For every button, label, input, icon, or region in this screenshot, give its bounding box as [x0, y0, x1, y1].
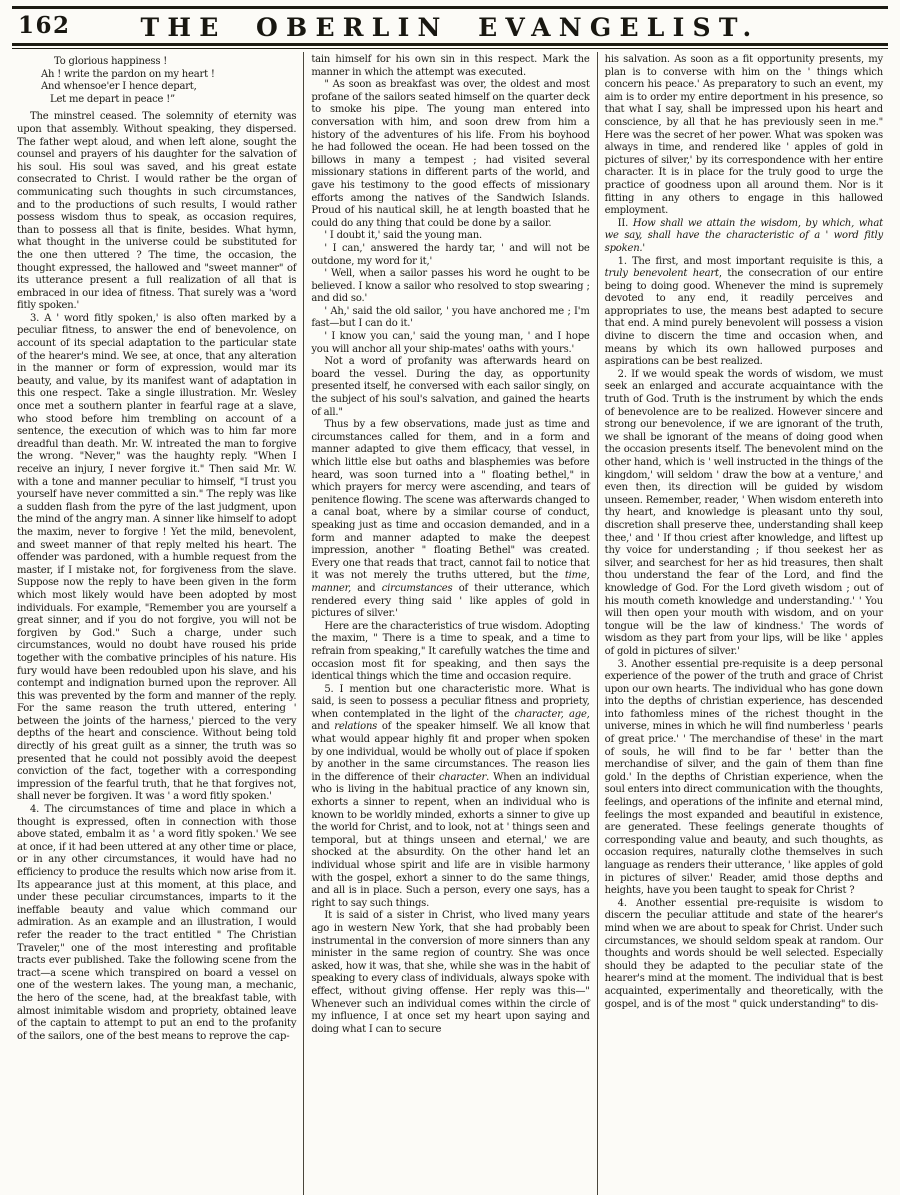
header-rule: [12, 43, 888, 49]
paragraph: 3. Another essential pre-requisite is a deep personal experience of the power of the truth and grace of Christ upon our own hearts. The individual who has gone down into the depths of christian experience, has descended into fathomless mines of the richest thought in the universe, mines in which he will find numberless ' pearls of great price.' ' The merchandise of these' in the mart of souls, he will find to be far ' better than the merchandise of silver, and the gain of them than fine gold.' In the depths of Christian experience, when the soul enters into direct communication with the thoughts, feelings, and operations of the infinite and eternal mind, feelings the most expanded and beautiful in existence, are generated. These feelings generate thoughts of corresponding value and beauty, and such thoughts, as occasion requires, naturally clothe themselves in such language as renders their utterance, ' like apples of gold in pictures of silver.' Reader, amid those depths and heights, have you been taught to speak for Christ ?: [604, 658, 883, 897]
verse-line: And whensoe'er I hence depart,: [41, 81, 197, 93]
paragraph-continuation: tain himself for his own sin in this respect. Mark the manner in which the attempt was executed.: [311, 54, 590, 78]
paragraph: ' Ah,' said the old sailor, ' you have anchored me ; I'm fast—but I can do it.': [311, 305, 590, 330]
paragraph: ' I can,' answered the hardy tar, ' and will not be outdone, my word for it,': [311, 242, 590, 267]
paragraph: " As soon as breakfast was over, the oldest and most profane of the sailors seated himself on the quarter deck to smoke his pipe. The young man entered into conversation with him, and soon drew from him a history of the adventures of his life. From his boyhood he had followed the ocean. He had been tossed on the billows in many a tempest ; had visited several missionary stations in different parts of the world, and gave his testimony to the good effects of missionary efforts among the natives of the Sandwich Islands. Proud of his nautical skill, he at length boasted that he could do any thing that could be done by a sailor.: [311, 79, 590, 229]
column-1: [10, 52, 303, 1195]
paragraph: Here are the characteristics of true wisdom. Adopting the maxim, " There is a time to speak, and a time to refrain from speaking," It carefully watches the time and occasion most fit for speaking, and then says the identical things which the time and occasion require.: [311, 620, 590, 683]
verse-line: Ah ! write the pardon on my heart !: [41, 68, 215, 80]
masthead-title: THE OBERLIN EVANGELIST.: [140, 13, 760, 42]
paragraph: 4. Another essential pre-requisite is wisdom to discern the peculiar attitude and state of the hearer's mind when we are about to speak for Christ. Under such circumstances, we should seldom speak at random. Our thoughts and words should be well selected. Especially should they be adapted to the peculiar state of the hearer's mind at the moment. The individual that is best acquainted, experimentally and theoretically, with the gospel, and is of the most " quick understanding" to dis-: [604, 897, 883, 1010]
verse-block: [17, 56, 296, 106]
paragraph: 4. The circumstances of time and place in which a thought is expressed, often in connection with those above stated, embalm it as ' a word fitly spoken.' We see at once, if it had been uttered at any other time or place, or in any other circumstances, it would have had no efficiency to produce the results which now arise from it. Its appearance just at this moment, at this place, and under these peculiar circumstances, imparts to it the ineffable beauty and value which command our admiration. As an example and an illustration, I would refer the reader to the tract entitled " The Christian Traveler," one of the most interesting and profitable tracts ever published. Take the following scene from the tract—a scene which transpired on board a vessel on one of the western lakes. The young man, a mechanic, the hero of the scene, had, at the breakfast table, with almost inimitable wisdom and propriety, obtained leave of the captain to attempt to put an end to the profanity of the sailors, one of the best means to reprove the cap-: [17, 804, 297, 1042]
paragraph: ' I know you can,' said the young man, ' and I hope you will anchor all your ship-mates' oaths with yours.': [311, 331, 590, 355]
paragraph: 3. A ' word fitly spoken,' is also often marked by a peculiar fitness, to answer the end of benevolence, on account of its special adaptation to the particular state of the hearer's mind. We see, at once, that any alteration in the manner or form of expression, would mar its beauty, and value, by its manifest want of adaptation in this one respect. Take a single illustration. Mr. Wesley once met a southern planter in fearful rage at a slave, who stood before him trembling on account of a sentence, the execution of which was to him far more dreadful than death. Mr. W. intreated the man to forgive the wrong. "Never," was the haughty reply. "When I receive an injury, I never forgive it." Then said Mr. W. with a tone and manner peculiar to himself, "I trust you yourself have never committed a sin." The reply was like a sudden flash from the pyre of the last judgment, upon the mind of the angry man. A sinner like himself to adopt the maxim, never to forgive ! Yet the mild, benevolent, and sweet manner of that reply melted his heart. The offender was pardoned, with a humble request from the master, if I mistake not, for forgiveness from the slave. Suppose now the reply to have been given in the form which most likely would have been adopted by most individuals. For example, "Remember you are yourself a great sinner, and if you do not forgive, you will not be forgiven by God." Such a charge, under such circumstances, would no doubt have roused his pride together with the combative principles of his nature. His fury would have been redoubled upon his slave, and his contempt and indignation burned upon the reprover. All this was prevented by the form and manner of the reply. For the same reason the truth uttered, entering ' between the joints of the harness,' pierced to the very depths of the heart and conscience. Without being told directly of his great guilt as a sinner, the truth was so presented that he could not possibly avoid the deepest conviction of the fact, together with a corresponding impression of the fearful truth, that he that forgives not, shall never be forgiven. It was ' a word fitly spoken.': [17, 312, 297, 803]
paragraph-continuation: his salvation. As soon as a fit opportunity presents, my plan is to converse with him on the ' things which concern his peace.' As preparatory to such an event, my aim is to order my entire deportment in his presence, so that what I say, shall be impressed upon his heart and conscience, by all that he has previously seen in me." Here was the secret of her power. What was spoken was always in time, and rendered like ' apples of gold in pictures of silver,' by its correspondence with her entire character. It is in place for the truly good to urge the practice of goodness upon all around them. Nor is it fitting in any others to engage in this hallowed employment.: [604, 54, 883, 217]
paragraph: ' I doubt it,' said the young man.: [324, 230, 482, 242]
paragraph: 1. The first, and most important requisite is this, a truly benevolent heart, the consecration of our entire being to doing good. Whenever the mind is supremely devoted to any end, it readily perceives and appropriates to use, the means best adapted to secure that end. A mind purely benevolent will possess a vision divine to discern the time and occasion when, and means by which its own hallowed purposes and aspirations can be best realized.: [604, 255, 883, 368]
column-2: [303, 52, 596, 1195]
verse-line: Let me depart in peace !”: [50, 93, 175, 105]
paragraph: It is said of a sister in Christ, who lived many years ago in western New York, that she had probably been instrumental in the conversion of more sinners than any minister in the same region of country. She was once asked, how it was, that she, while she was in the habit of speaking to every class of individuals, always spoke with effect, without giving offense. Her reply was this—" Whenever such an individual comes within the circle of my influence, I at once set my heart upon saying and doing what I can to secure: [311, 910, 590, 1035]
header-rule-thick: [12, 43, 888, 46]
paragraph: 2. If we would speak the words of wisdom, we must seek an enlarged and accurate acquaintance with the truth of God. Truth is the instrument by which the ends of benevolence are to be realized. However sincere and strong our benevolence, if we are ignorant of the truth, we shall be ignorant of the means of doing good when the occasion presents itself. The benevolent mind on the other hand, which is ' well instructed in the things of the kingdom,' will seldom ' draw the bow at a venture,' and even then, its direction will be guided by wisdom unseen. Remember, reader, ' When wisdom entereth into thy heart, and knowledge is pleasant unto thy soul, discretion shall preserve thee, understanding shall keep thee,' and ' If thou criest after knowledge, and liftest up thy voice for understanding ; if thou seekest her as silver, and searchest for her as hid treasures, then shalt thou understand the fear of the Lord, and find the knowledge of God. For the Lord giveth wisdom ; out of his mouth cometh knowledge and understanding.' ' You will then open your mouth with wisdom, and on your tongue will be the law of kindness.' The words of wisdom as they part from your lips, will be like ' apples of gold in pictures of silver.': [604, 368, 883, 657]
page-number: 162: [18, 12, 71, 39]
columns-container: [10, 52, 890, 1195]
verse-line: To glorious happiness !: [54, 56, 168, 67]
paragraph: 5. I mention but one characteristic more. What is said, is seen to possess a peculiar fitness and propriety, when contemplated in the light of the character, age, and relations of the speaker himself. We all know that what would appear highly fit and proper when spoken by one individual, would be wholly out of place if spoken by another in the same circumstances. The reason lies in the difference of their character. When an individual who is living in the habitual practice of any known sin, exhorts a sinner to repent, when an individual who is known to be worldly minded, exhorts a sinner to give up the world for Christ, and to look, not at ' things seen and temporal, but at things unseen and eternal,' we are shocked at the absurdity. On the other hand let an individual whose spirit and life are in visible harmony with the gospel, exhort a sinner to do the same things, and all is in place. Such a person, every one says, has a right to say such things.: [311, 683, 590, 909]
paragraph: II. How shall we attain the wisdom, by which, what we say, shall have the characteristic of a ' word fitly spoken.': [604, 217, 883, 254]
paragraph: ' Well, when a sailor passes his word he ought to be believed. I know a sailor who resolved to stop swearing ; and did so.': [311, 268, 590, 305]
column-3: [597, 52, 890, 1195]
header-rule-thin: [12, 48, 888, 49]
paragraph: The minstrel ceased. The solemnity of eternity was upon that assembly. Without speaking, they dispersed. The father wept aloud, and when left alone, sought the counsel and prayers of his daughter for the salvation of his soul. His soul was saved, and his great estate consecrated to Christ. I would rather be the organ of communicating such thoughts in such circumstances, and to the productions of such results, I would rather possess wisdom thus to speak, as occasion requires, than to possess all that is finite, besides. What hymn, what thought in the universe could be substituted for the one then uttered ? The time, the occasion, the thought expressed, the hallowed and "sweet manner" of its utterance present a full realization of all that is embraced in our idea of fitness. That surely was a 'word fitly spoken.': [17, 111, 297, 312]
paragraph: Thus by a few observations, made just as time and circumstances called for them, and in a form and manner adapted to give them efficacy, that vessel, in which little else but oaths and blasphemies was before heard, was soon turned into a " floating bethel," in which prayers for mercy were ascending, and tears of penitence flowing. The scene was afterwards changed to a canal boat, where by a similar course of conduct, speaking just as time and occasion demanded, and in a form and manner adapted to make the deepest impression, another " floating Bethel" was created. Every one that reads that tract, cannot fail to notice that it was not merely the truths uttered, but the time, manner, and circumstances of their utterance, which rendered every thing said ' like apples of gold in pictures of silver.': [311, 419, 590, 620]
paragraph: Not a word of profanity was afterwards heard on board the vessel. During the day, as opportunity presented itself, he conversed with each sailor singly, on the subject of his soul's salvation, and gained the hearts of all.": [311, 356, 590, 418]
page-header: [12, 9, 888, 42]
